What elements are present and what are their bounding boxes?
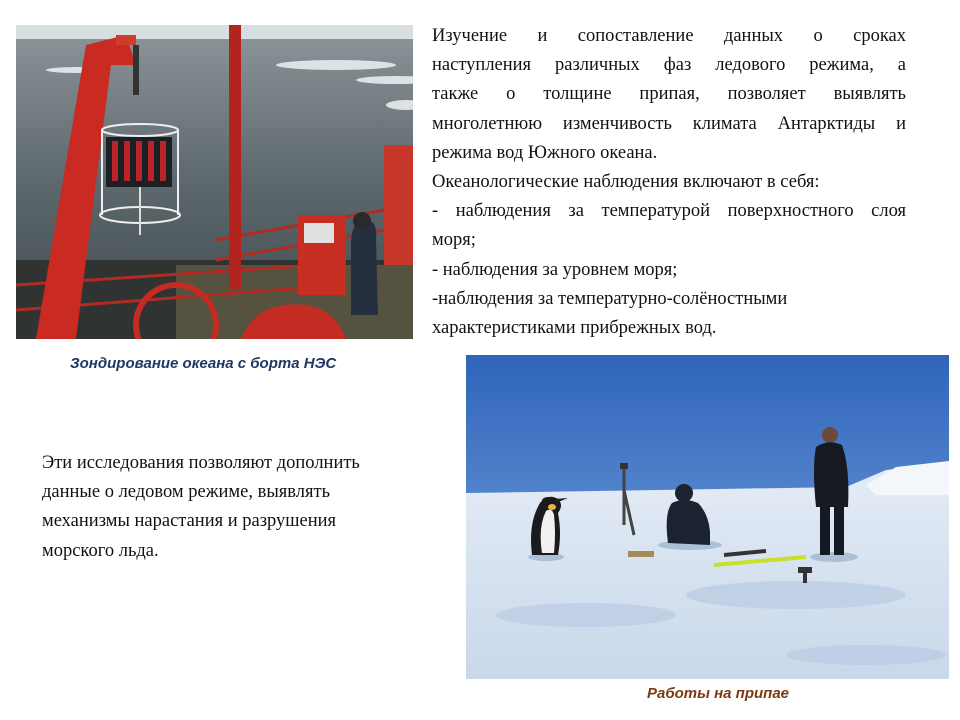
lower-text-line: данные о ледовом режиме, выявлять [42, 482, 331, 503]
lower-text-block [42, 449, 422, 566]
main-text-line: многолетнюю изменчивость климата Антарктиды и [432, 113, 906, 134]
main-text-line: Океанологические наблюдения включают в себя: [432, 172, 820, 193]
lower-text-line: Эти исследования позволяют дополнить [42, 453, 360, 473]
main-text-line: характеристиками прибрежных вод. [432, 318, 717, 339]
lower-text-line: механизмы нарастания и разрушения [42, 511, 337, 532]
fast-ice-work-photo [466, 355, 949, 679]
main-text-line: наступления различных фаз ледового режима, а [432, 55, 906, 76]
main-text-line: моря; [432, 230, 476, 251]
lower-text-line: морского льда. [42, 540, 159, 561]
main-text-line: -наблюдения за температурно-солёностными [432, 288, 788, 309]
main-text-line: режима вод Южного океана. [432, 142, 658, 163]
main-text-line: - наблюдения за уровнем моря; [432, 259, 678, 280]
ship-photo-caption: Зондирование океана с борта НЭС [70, 355, 337, 372]
ice-photo-caption: Работы на припае [647, 685, 790, 702]
main-text-line: также о толщине припая, позволяет выявлять [432, 84, 906, 105]
main-text-line: Изучение и сопоставление данных о сроках [432, 26, 906, 46]
ship-ocean-sounding-photo [16, 25, 413, 339]
main-text-block [432, 22, 906, 343]
main-text-line: - наблюдения за температурой поверхностного слоя [432, 201, 906, 222]
